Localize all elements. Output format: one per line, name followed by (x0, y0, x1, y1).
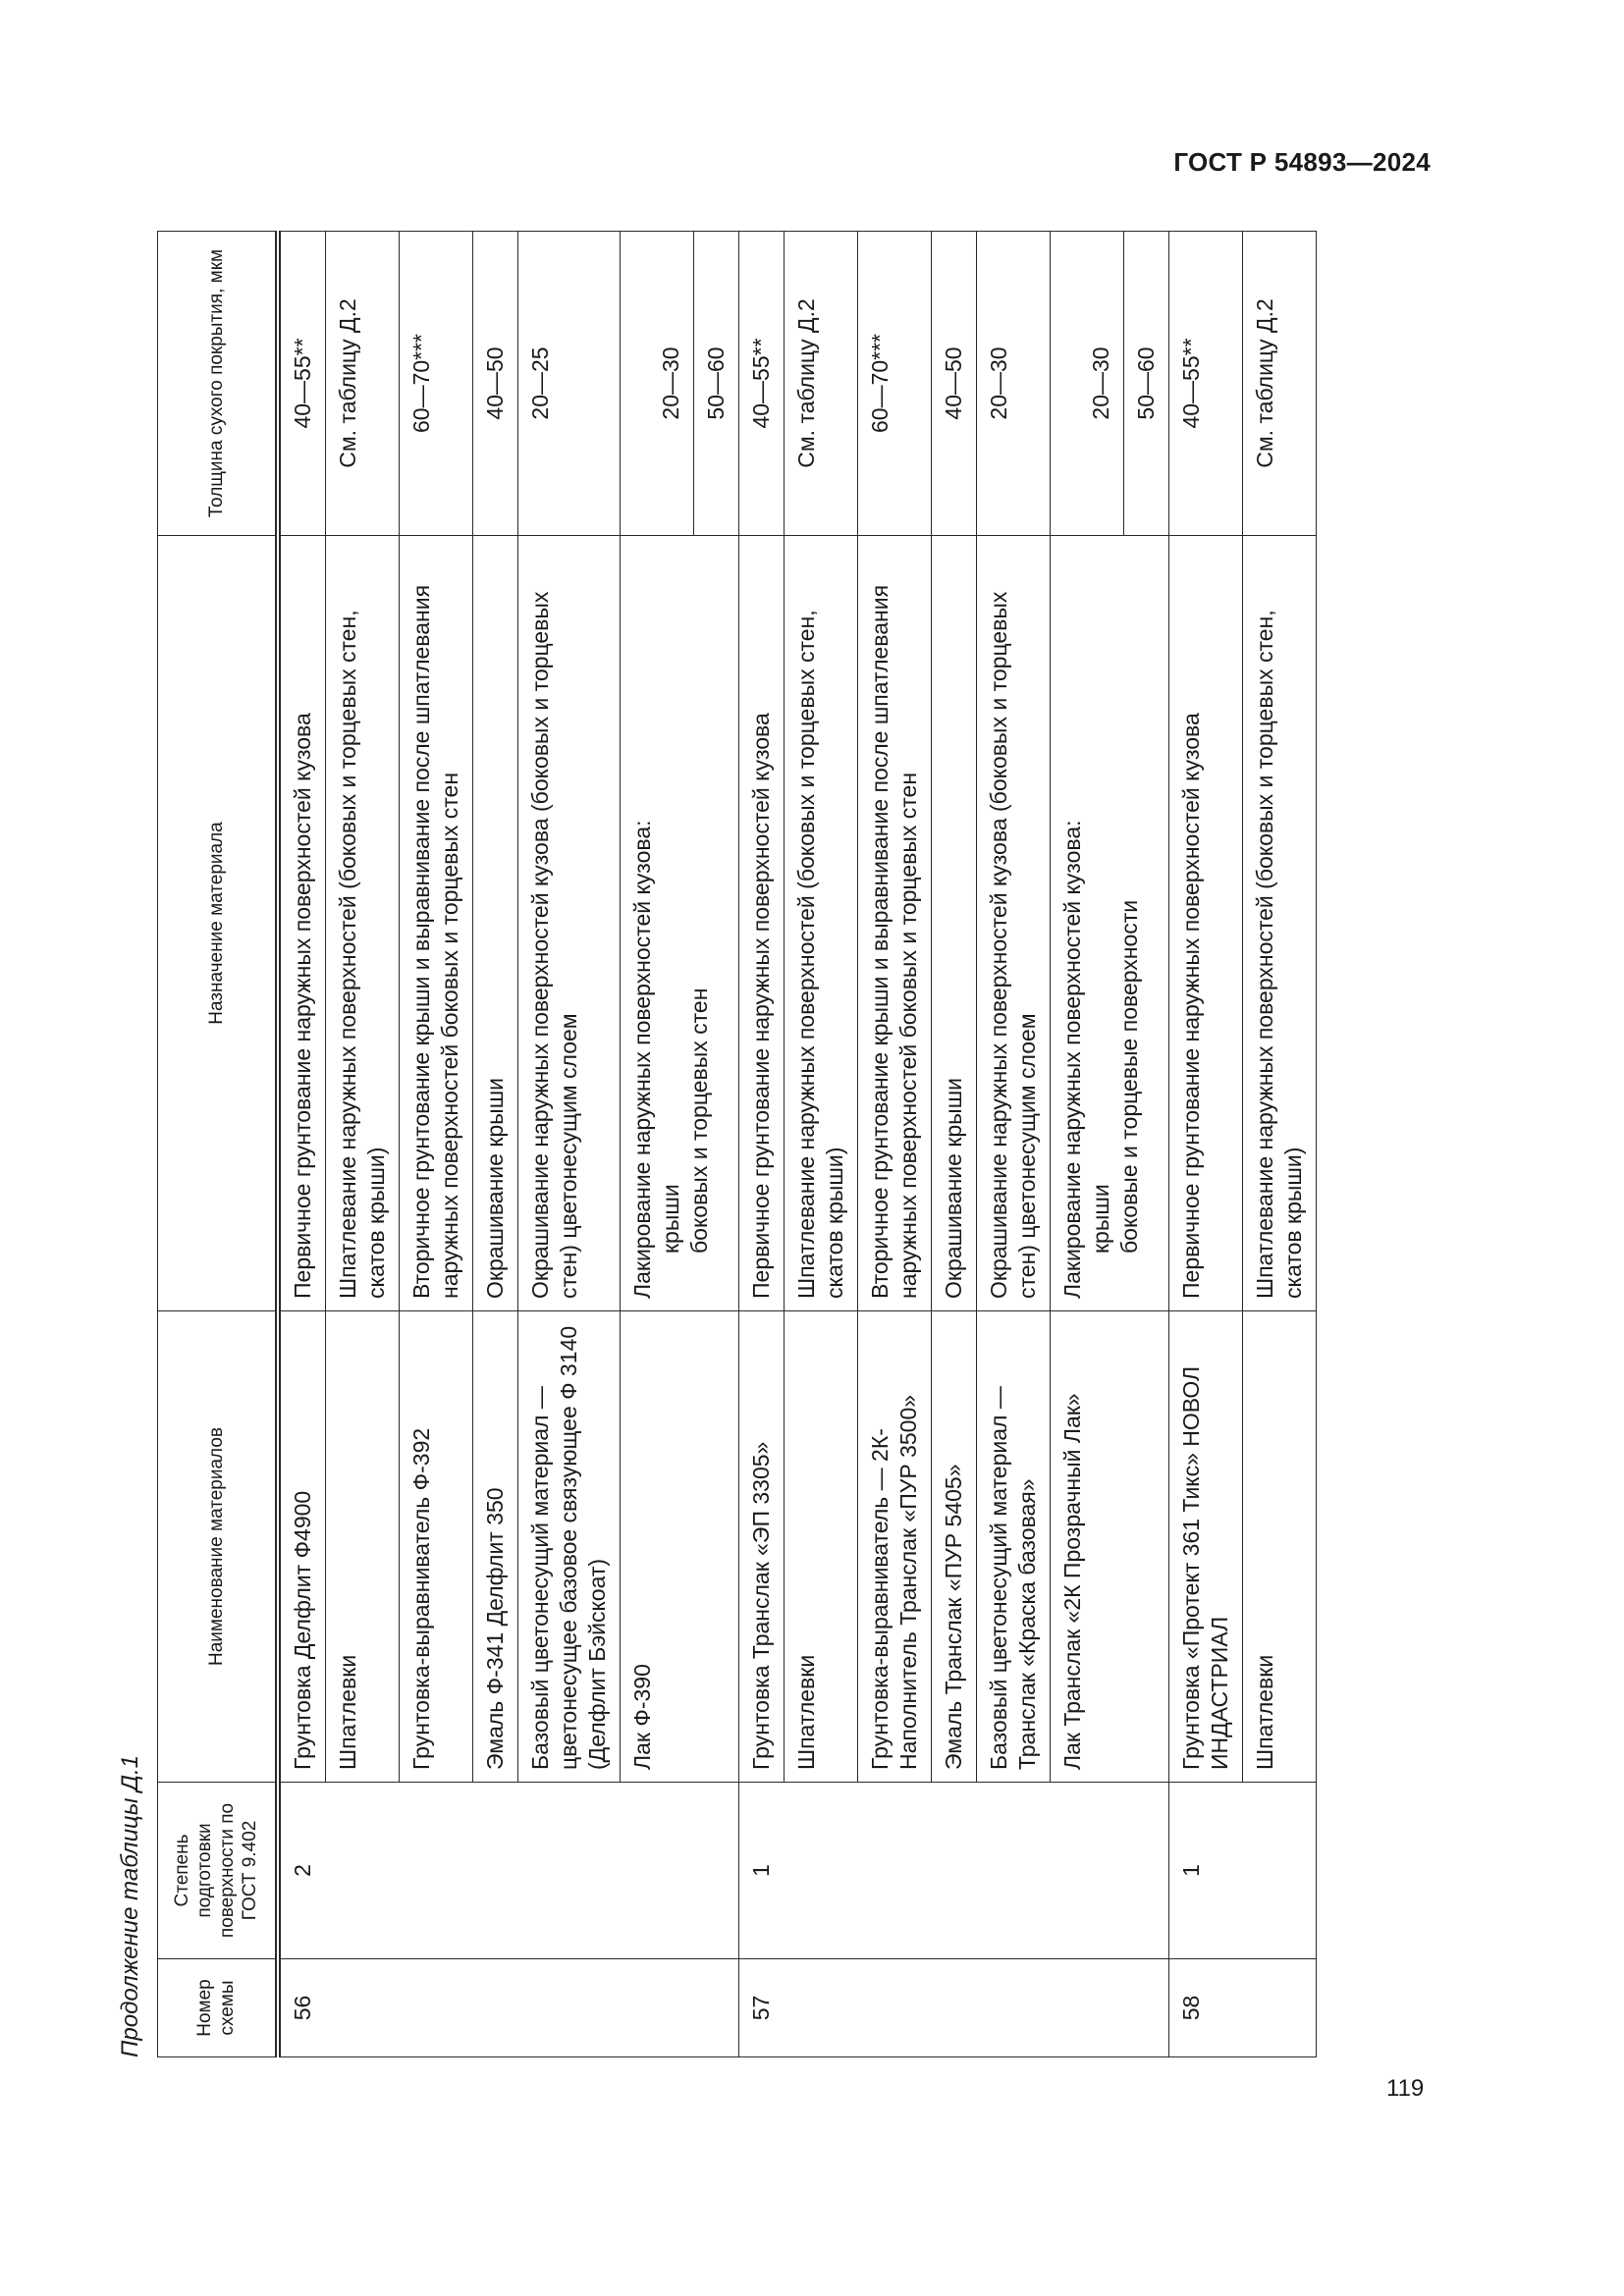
coating-thickness (1050, 232, 1123, 536)
surface-degree: 1 (1168, 1783, 1316, 1959)
col-header-thickness: Толщина сухого покрытия, мкм (158, 232, 278, 536)
page-number: 119 (1386, 2075, 1425, 2102)
coating-thickness: См. таблицу Д.2 (1242, 232, 1316, 536)
col-header-number: Номер схемы (158, 1959, 278, 2057)
document-code: ГОСТ Р 54893—2024 (1173, 147, 1431, 177)
rotated-content (106, 232, 1412, 2057)
material-purpose (620, 536, 738, 1311)
table-header (158, 232, 278, 2057)
table-row (1168, 232, 1242, 2057)
coating-thickness: 60—70*** (857, 232, 931, 536)
material-name: Эмаль Ф-341 Делфлит 350 (472, 1311, 517, 1783)
material-purpose: Шпатлевание наружных поверхностей (боковых и торцевых стен, скатов крыши) (1242, 536, 1316, 1311)
materials-table (157, 231, 1317, 2057)
table-body (278, 232, 1317, 2057)
material-purpose: Вторичное грунтование крыши и выравнивание после шпатлевания наружных поверхностей боковых и торцевых стен (857, 536, 931, 1311)
thickness-subvalue: 20—30 (1087, 347, 1113, 420)
coating-thickness: См. таблицу Д.2 (784, 232, 857, 536)
col-header-purpose: Назначение материала (158, 536, 278, 1311)
purpose-subitem: боковые и торцевые поверхности (1115, 899, 1142, 1254)
table-caption: Продолжение таблицы Д.1 (117, 1754, 143, 2057)
material-purpose: Первичное грунтование наружных поверхностей кузова (278, 536, 326, 1311)
thickness-subvalue: 20—30 (657, 347, 683, 420)
material-name: Грунтовка «Протект 361 Тикс» НОВОЛ ИНДАСТРИАЛ (1168, 1311, 1242, 1783)
material-name: Лак Ф-390 (620, 1311, 738, 1783)
col-header-material: Наименование материалов (158, 1311, 278, 1783)
coating-thickness: 50—60 (693, 232, 738, 536)
coating-thickness: 20—30 (976, 232, 1050, 536)
coating-thickness: 40—55** (1168, 232, 1242, 536)
material-purpose: Вторичное грунтование крыши и выравнивание после шпатлевания наружных поверхностей боковых и торцевых стен (399, 536, 472, 1311)
coating-thickness: 20—25 (517, 232, 620, 536)
purpose-heading: Лакирование наружных поверхностей кузова: (1058, 820, 1085, 1299)
material-purpose: Окрашивание наружных поверхностей кузова (боковых и торцевых стен) цветонесущим слоем (517, 536, 620, 1311)
scheme-number: 56 (278, 1959, 739, 2057)
material-purpose: Окрашивание крыши (931, 536, 976, 1311)
material-name: Шпатлевки (325, 1311, 399, 1783)
coating-thickness: 60—70*** (399, 232, 472, 536)
material-name: Шпатлевки (1242, 1311, 1316, 1783)
material-name: Базовый цветонесущий материал — Транслак «Краска базовая» (976, 1311, 1050, 1783)
surface-degree: 2 (278, 1783, 739, 1959)
purpose-subitem: крыши (1087, 1184, 1113, 1254)
purpose-heading: Лакирование наружных поверхностей кузова: (628, 820, 655, 1299)
purpose-subitem: боковых и торцевых стен (685, 988, 712, 1254)
material-name: Грунтовка-выравниватель — 2К-Наполнитель Транслак «ПУР 3500» (857, 1311, 931, 1783)
coating-thickness: 50—60 (1123, 232, 1168, 536)
material-purpose (1050, 536, 1168, 1311)
purpose-subitem: крыши (657, 1184, 683, 1254)
coating-thickness: См. таблицу Д.2 (325, 232, 399, 536)
coating-thickness: 40—50 (931, 232, 976, 536)
surface-degree: 1 (738, 1783, 1168, 1959)
material-name: Эмаль Транслак «ПУР 5405» (931, 1311, 976, 1783)
material-name: Базовый цветонесущий материал — цветонесущее базовое связующее Ф 3140 (Делфлит Бэйскоат) (517, 1311, 620, 1783)
material-purpose: Окрашивание крыши (472, 536, 517, 1311)
material-name: Лак Транслак «2К Прозрачный Лак» (1050, 1311, 1168, 1783)
table-row (278, 232, 326, 2057)
material-name: Грунтовка-выравниватель Ф-392 (399, 1311, 472, 1783)
col-header-degree: Степень подготовки поверхности по ГОСТ 9.402 (158, 1783, 278, 1959)
scheme-number: 58 (1168, 1959, 1316, 2057)
material-purpose: Шпатлевание наружных поверхностей (боковых и торцевых стен, скатов крыши) (325, 536, 399, 1311)
coating-thickness: 40—50 (472, 232, 517, 536)
coating-thickness (620, 232, 693, 536)
material-name: Грунтовка Транслак «ЭП 3305» (738, 1311, 784, 1783)
coating-thickness: 40—55** (738, 232, 784, 536)
material-purpose: Первичное грунтование наружных поверхностей кузова (1168, 536, 1242, 1311)
header-row (158, 232, 278, 2057)
material-purpose: Окрашивание наружных поверхностей кузова (боковых и торцевых стен) цветонесущим слоем (976, 536, 1050, 1311)
material-name: Шпатлевки (784, 1311, 857, 1783)
material-purpose: Первичное грунтование наружных поверхностей кузова (738, 536, 784, 1311)
coating-thickness: 40—55** (278, 232, 326, 536)
material-purpose: Шпатлевание наружных поверхностей (боковых и торцевых стен, скатов крыши) (784, 536, 857, 1311)
table-row (738, 232, 784, 2057)
scheme-number: 57 (738, 1959, 1168, 2057)
material-name: Грунтовка Делфлит Ф4900 (278, 1311, 326, 1783)
